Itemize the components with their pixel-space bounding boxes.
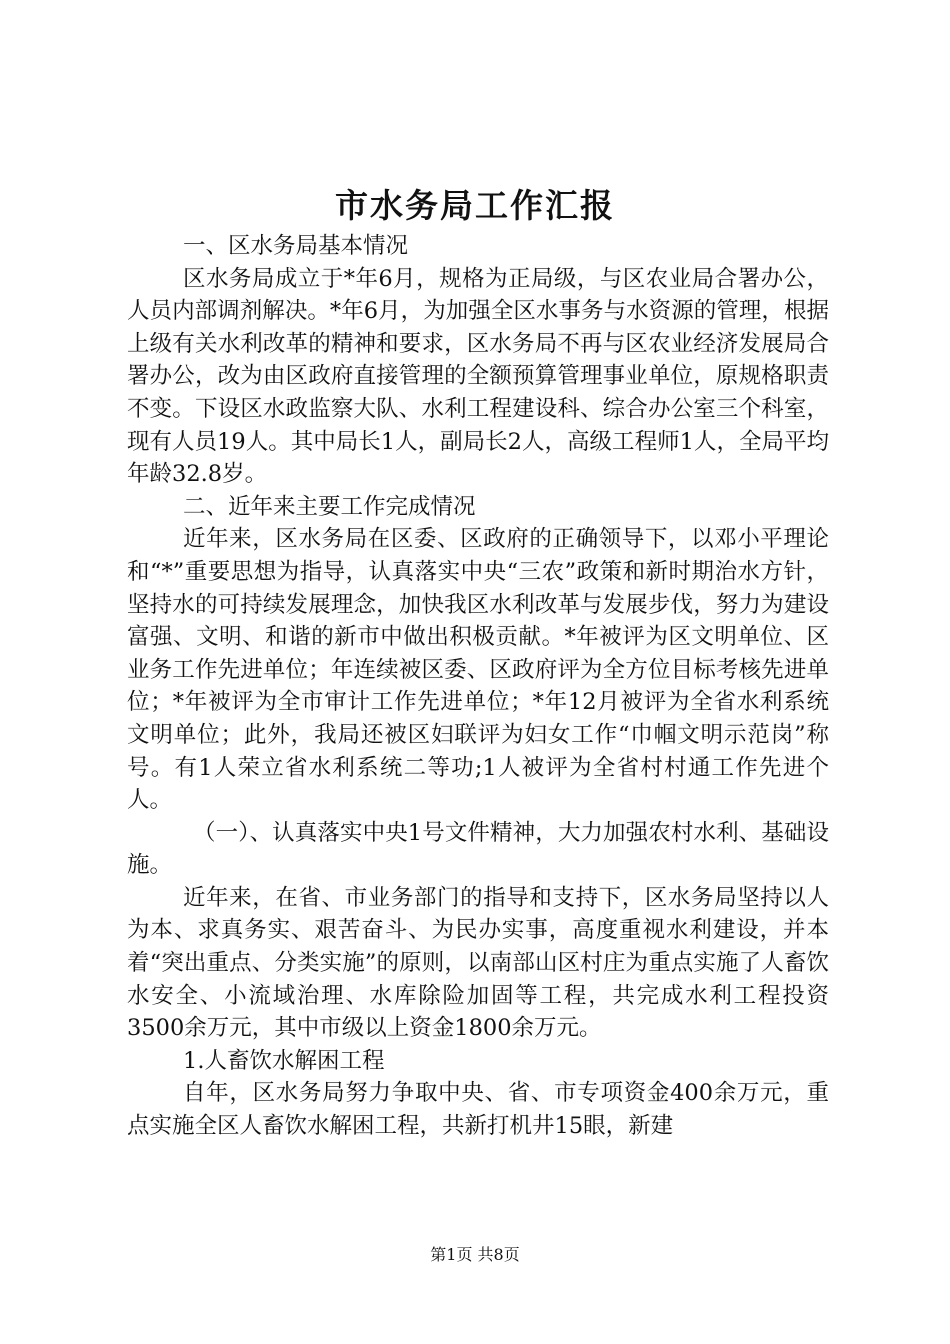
subsection-heading-1: （一）、认真落实中央1号文件精神，大力加强农村水利、基础设施。 <box>127 819 829 879</box>
paragraph-achievements: 近年来，区水务局在区委、区政府的正确领导下，以邓小平理论和“*”重要思想为指导，认真落实中央“三农”政策和新时期治水方针，坚持水的可持续发展理念，加快我区水利改革与发展步伐，努力为建设富强、文明、和谐的新市中做出积极贡献。*年被评为区文明单位、区业务工作先进单位；年连续被区委、区政府评为全方位目标考核先进单位；*年被评为全市审计工作先进单位；*年12月被评为全省水利系统文明单位；此外，我局还被区妇联评为妇女工作“巾帼文明示范岗”称号。有1人荣立省水利系统二等功;1人被评为全省村村通工作先进个人。 <box>127 526 829 814</box>
document-title: 市水务局工作汇报 <box>335 186 615 225</box>
paragraph-basic-info: 区水务局成立于*年6月，规格为正局级，与区农业局合署办公，人员内部调剂解决。*年6月，为加强全区水事务与水资源的管理，根据上级有关水利改革的精神和要求，区水务局不再与区农业经济发展局合署办公，改为由区政府直接管理的全额预算管理事业单位，原规格职责不变。下设区水政监察大队、水利工程建设科、综合办公室三个科室，现有人员19人。其中局长1人，副局长2人，高级工程师1人，全局平均年龄32.8岁。 <box>127 265 829 488</box>
paragraph-infrastructure: 近年来，在省、市业务部门的指导和支持下，区水务局坚持以人为本、求真务实、艰苦奋斗、为民办实事，高度重视水利建设，并本着“突出重点、分类实施”的原则，以南部山区村庄为重点实施了人畜饮水安全、小流域治理、水库除险加固等工程，共完成水利工程投资3500余万元，其中市级以上资金1800余万元。 <box>127 884 829 1042</box>
section-heading-1: 一、区水务局基本情况 <box>183 233 409 259</box>
paragraph-drinking-water: 自年，区水务局努力争取中央、省、市专项资金400余万元，重点实施全区人畜饮水解困工程，共新打机井15眼，新建 <box>127 1080 829 1140</box>
page-footer: 第1页 共8页 <box>430 1245 520 1264</box>
document-body <box>127 230 829 1143</box>
item-heading-1: 1.人畜饮水解困工程 <box>183 1047 385 1074</box>
section-heading-2: 二、近年来主要工作完成情况 <box>183 493 476 520</box>
